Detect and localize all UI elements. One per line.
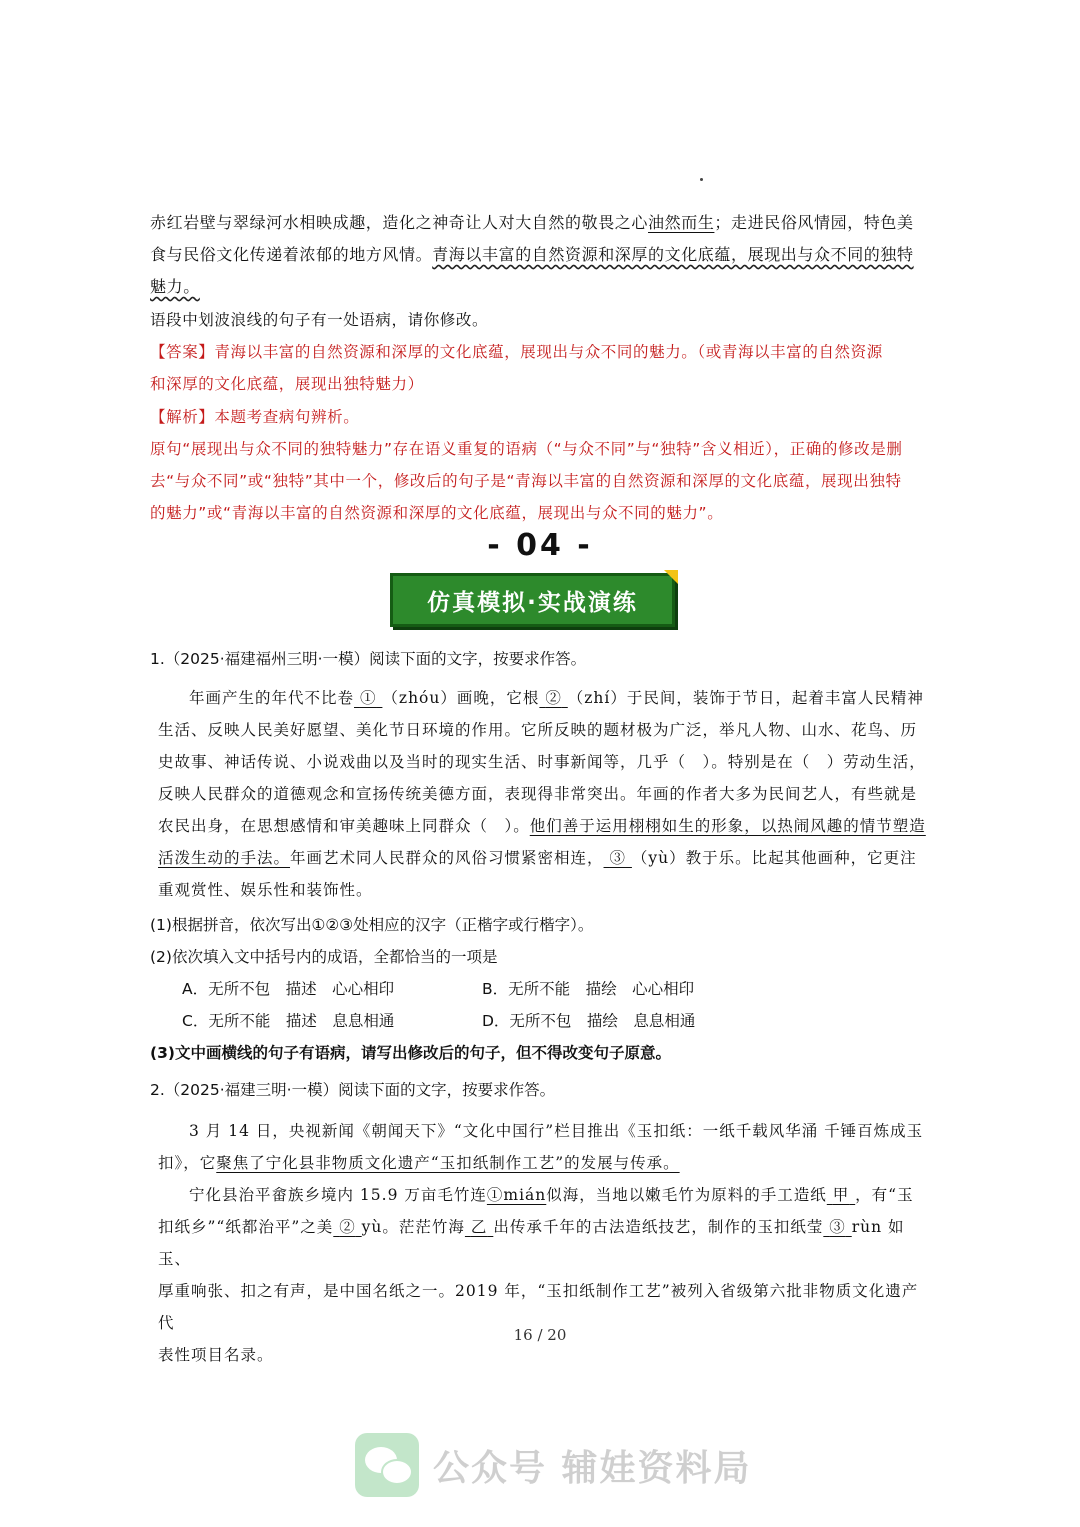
text: （yù）教于乐。比起其他画种，它更注 [631,849,917,867]
options-row [150,1005,930,1037]
wavy-underlined-sentence: 青海以丰富的自然资源和深厚的文化底蕴，展现出与众不同的独特 [432,245,914,264]
text: 食与民俗文化传递着浓郁的地方风情。 [150,245,433,264]
text: 似海，当地以嫩毛竹为原料的手工造纸 [546,1186,827,1204]
passage-line [150,239,922,271]
option-d: D．无所不包 描绘 息息相通 [482,1012,696,1030]
q1-passage [158,682,928,906]
text: ，有“玉 [855,1186,914,1204]
top-passage [150,207,922,303]
underlined-sentence-end: 活泼生动的手法。 [158,849,291,867]
analysis-line: 的魅力”或“青海以丰富的自然资源和深厚的文化底蕴，展现出与众不同的魅力”。 [150,504,724,522]
options-row [150,973,930,1005]
answer-block [150,336,922,400]
watermark [355,1433,752,1497]
text: 农民出身，在思想感情和审美趣味上同群众（ ）。 [158,817,530,835]
question-instruction [150,304,922,336]
wechat-icon [355,1433,419,1497]
passage-line: 3 月 14 日，央视新闻《朝闻天下》“文化中国行”栏目推出《玉扣纸：一纸千载风华涌 千锤百炼成玉 [189,1122,924,1140]
q2-heading-text: 2.（2025·福建三明·一模）阅读下面的文字，按要求作答。 [150,1081,556,1099]
passage-line: 表性项目名录。 [158,1346,274,1364]
blank-2: ② [545,689,562,707]
blank-1: ①mián [486,1186,547,1204]
text: 年画艺术同人民群众的风俗习惯紧密相连， [290,849,604,867]
text: rùn 如玉、 [158,1218,905,1268]
option-c: C．无所不能 描述 息息相通 [182,1012,395,1030]
underlined-phrase: 油然而生 [648,213,715,232]
underlined-sentence: 聚焦了宁化县非物质文化遗产“玉扣纸制作工艺”的发展与传承。 [216,1154,680,1172]
text: 出传承千年的古法造纸技艺，制作的玉扣纸莹 [493,1218,824,1236]
watermark-text: 公众号 辅娃资料局 [433,1447,752,1489]
answer-line: 和深厚的文化底蕴，展现出独特魅力） [150,375,424,393]
text: ；走进民俗风情园，特色美 [714,213,914,232]
passage-line [158,682,928,714]
option-a: A．无所不包 描述 心心相印 [182,980,395,998]
passage-line: 史故事、神话传说、小说戏曲以及当时的现实生活、时事新闻等，几乎（ ）。特别是在（ ）劳动生活， [158,753,926,771]
answer-line: 【答案】青海以丰富的自然资源和深厚的文化底蕴，展现出与众不同的魅力。（或青海以丰富的自然资源 [150,343,883,361]
speck-mark [700,178,703,181]
subquestion-1: (1)根据拼音，依次写出①②③处相应的汉字（正楷字或行楷字）。 [150,916,594,934]
passage-line [150,271,922,303]
text: 扣》，它 [158,1154,217,1172]
banner-label: 仿真模拟·实战演练 [427,589,638,616]
passage-line: 生活、反映人民美好愿望、美化节日环境的作用。它所反映的题材极为广泛，举凡人物、山水、花鸟、历 [158,721,918,739]
subquestion-3: (3)文中画横线的句子有语病，请写出修改后的句子，但不得改变句子原意。 [150,1044,671,1062]
blank-2: ② [339,1218,356,1236]
option-b: B．无所不能 描绘 心心相印 [482,980,695,998]
blank-3: ③ [609,849,626,867]
passage-line: 反映人民群众的道德观念和宣扬传统美德方面，表现得非常突出。年画的作者大多为民间艺人，有些就是 [158,785,918,803]
text: 赤红岩壁与翠绿河水相映成趣，造化之神奇让人对大自然的敬畏之心 [150,213,649,232]
text: 扣纸乡”“纸都治平”之美 [158,1218,334,1236]
passage-line [158,1179,928,1211]
q1-subquestions [150,909,930,1069]
text: 宁化县治平畲族乡境内 15.9 万亩毛竹连 [189,1186,487,1204]
passage-line: 厚重响张、扣之有声，是中国名纸之一。2019 年，“玉扣纸制作工艺”被列入省级第六批非物质文化遗产代 [158,1282,919,1332]
section-banner [390,573,675,627]
passage-line [158,810,928,842]
question-text: 语段中划波浪线的句子有一处语病，请你修改。 [150,311,489,329]
section-number: - 04 - [487,528,593,563]
banner-corner-decoration [664,570,678,584]
subquestion-2: (2)依次填入文中括号内的成语，全都恰当的一项是 [150,948,498,966]
text: （zhí）于民间，装饰于节日，起着丰富人民精神 [567,689,924,707]
underlined-sentence: 他们善于运用栩栩如生的形象，以热闹风趣的情节塑造 [529,817,926,835]
text: 年画产生的年代不比卷 [189,689,355,707]
page-number: 16 / 20 [513,1326,567,1344]
passage-line [158,1211,928,1275]
analysis-block [150,401,922,529]
blank-jia: 甲 [832,1186,850,1204]
passage-line: 重观赏性、娱乐性和装饰性。 [158,881,373,899]
q1-heading [150,643,930,675]
passage-line [158,1147,928,1179]
passage-line [158,842,928,874]
analysis-line: 原句“展现出与众不同的独特魅力”存在语义重复的语病（“与众不同”与“独特”含义相近），正确的修改是删 [150,440,903,458]
q2-heading [150,1074,930,1106]
blank-1: ① [359,689,377,707]
analysis-line: 去“与众不同”或“独特”其中一个，修改后的句子是“青海以丰富的自然资源和深厚的文化底蕴，展现出独特 [150,472,902,490]
q1-heading-text: 1.（2025·福建福州三明·一模）阅读下面的文字，按要求作答。 [150,650,587,668]
text: yù。茫茫竹海 [361,1218,465,1236]
wavy-underlined-sentence-end: 魅力。 [150,277,200,296]
analysis-title: 【解析】本题考查病句辨析。 [150,408,360,426]
blank-3: ③ [829,1218,846,1236]
text: （zhóu）画晚，它根 [382,689,540,707]
blank-yi: 乙 [470,1218,488,1236]
passage-line [150,207,922,239]
